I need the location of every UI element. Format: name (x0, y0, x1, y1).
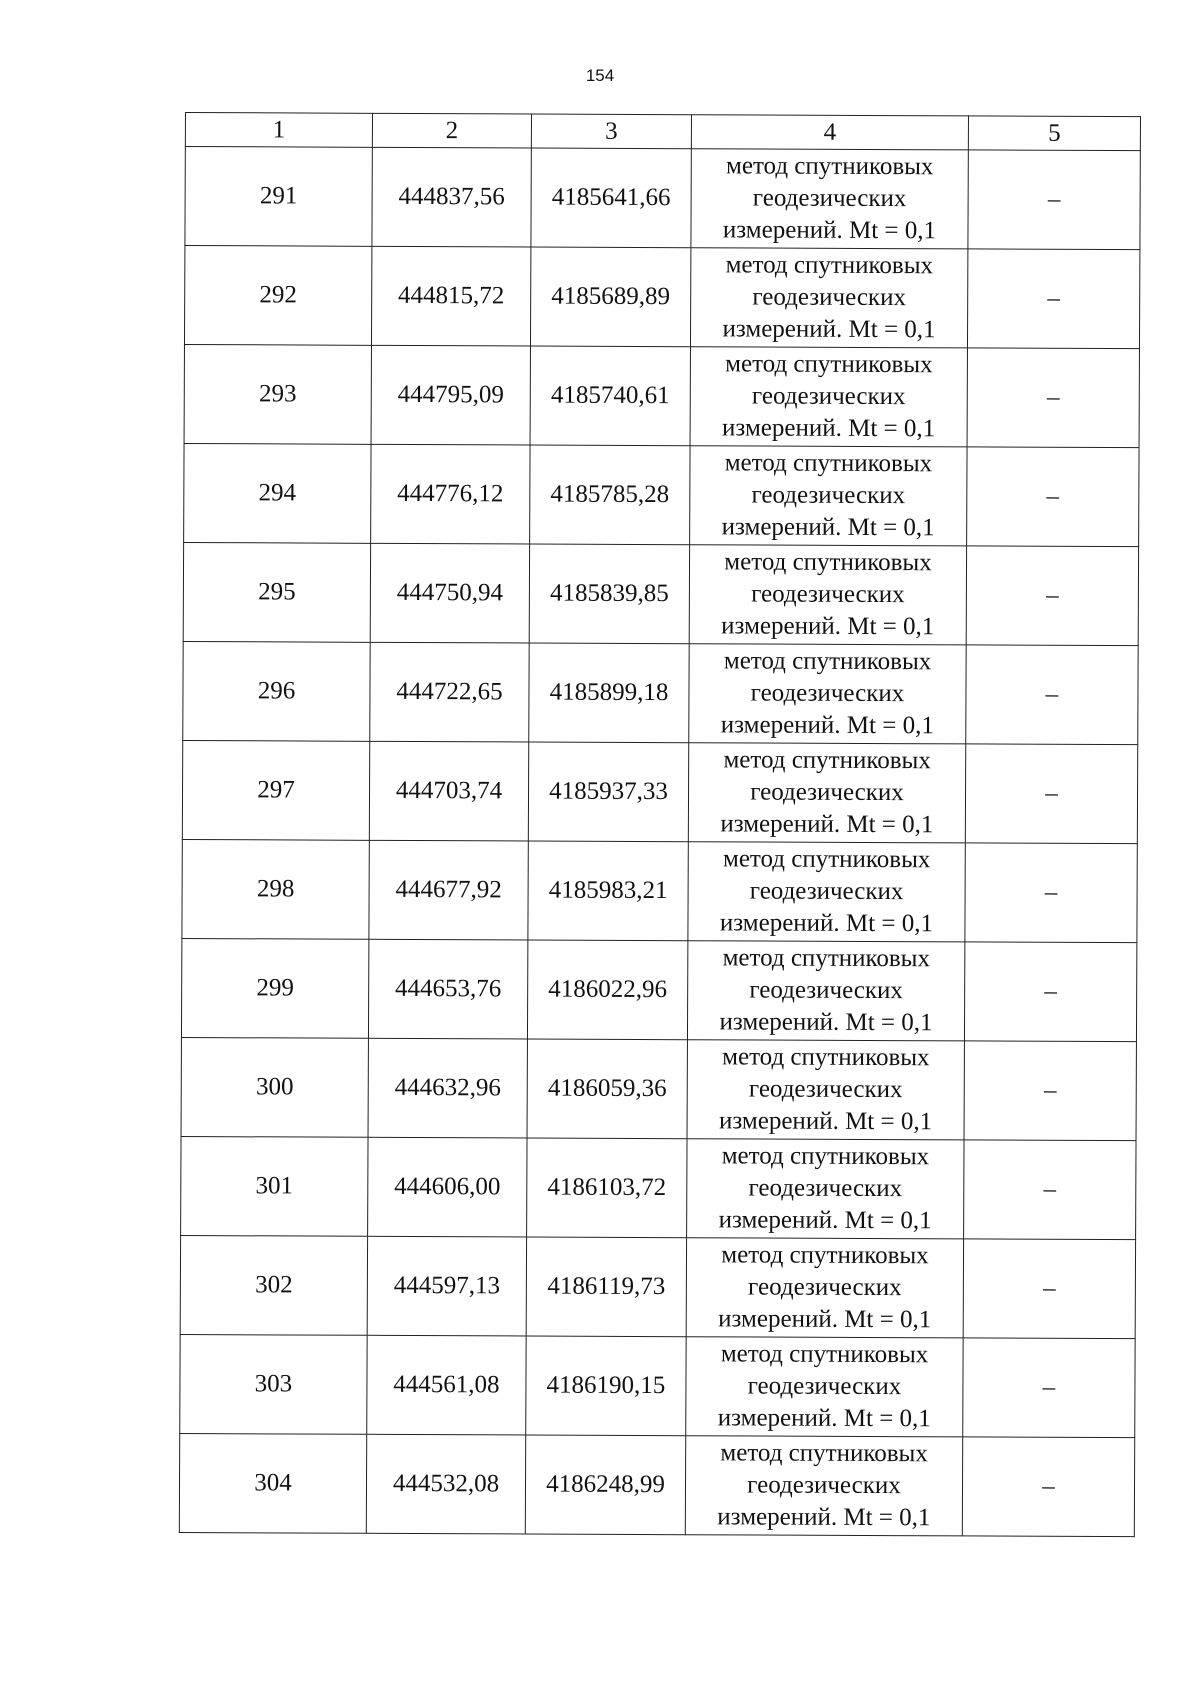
note-cell: – (967, 447, 1139, 547)
table-body (179, 147, 1140, 1537)
x-coordinate-cell: 444653,76 (368, 939, 527, 1039)
table-row (184, 443, 1139, 546)
point-number-cell: 303 (180, 1334, 367, 1434)
point-number-cell: 291 (185, 147, 372, 247)
note-cell: – (964, 1140, 1136, 1240)
y-coordinate-cell: 4186103,72 (527, 1138, 687, 1238)
method-cell: метод спутниковых геодезических измерений. Mt = 0,1 (689, 644, 966, 744)
table-row (183, 542, 1138, 645)
method-cell: метод спутниковых геодезических измерений. Mt = 0,1 (685, 1436, 962, 1536)
method-cell: метод спутниковых геодезических измерений. Mt = 0,1 (689, 545, 966, 645)
table-row (185, 147, 1140, 250)
note-cell: – (967, 348, 1139, 448)
header-col-4: 4 (691, 115, 968, 150)
x-coordinate-cell: 444750,94 (370, 543, 529, 643)
y-coordinate-cell: 4185785,28 (530, 445, 690, 545)
table-row (182, 839, 1137, 942)
point-number-cell: 292 (184, 246, 371, 346)
point-number-cell: 295 (183, 542, 370, 642)
x-coordinate-cell: 444561,08 (367, 1335, 526, 1435)
x-coordinate-cell: 444815,72 (371, 246, 530, 346)
y-coordinate-cell: 4185689,89 (530, 247, 690, 347)
y-coordinate-cell: 4185641,66 (531, 148, 691, 248)
note-cell: – (963, 1338, 1135, 1438)
method-cell: метод спутниковых геодезических измерений. Mt = 0,1 (691, 149, 968, 249)
note-cell: – (966, 645, 1138, 745)
y-coordinate-cell: 4185740,61 (530, 346, 690, 446)
y-coordinate-cell: 4186190,15 (526, 1336, 686, 1436)
note-cell: – (968, 150, 1140, 250)
method-cell: метод спутниковых геодезических измерений. Mt = 0,1 (688, 743, 965, 843)
x-coordinate-cell: 444722,65 (370, 642, 529, 742)
y-coordinate-cell: 4186119,73 (526, 1237, 686, 1337)
header-col-5: 5 (968, 116, 1140, 151)
x-coordinate-cell: 444532,08 (366, 1434, 525, 1534)
point-number-cell: 293 (184, 344, 371, 444)
x-coordinate-cell: 444795,09 (371, 345, 530, 445)
header-col-3: 3 (531, 114, 691, 149)
point-number-cell: 299 (181, 938, 368, 1038)
table-row (179, 1433, 1134, 1536)
header-col-1: 1 (185, 113, 372, 148)
point-number-cell: 302 (180, 1235, 367, 1335)
note-cell: – (966, 546, 1138, 646)
x-coordinate-cell: 444776,12 (371, 444, 530, 544)
table-row (180, 1334, 1135, 1437)
point-number-cell: 300 (181, 1037, 368, 1137)
method-cell: метод спутниковых геодезических измерений. Mt = 0,1 (687, 1139, 964, 1239)
method-cell: метод спутниковых геодезических измерений. Mt = 0,1 (687, 1040, 964, 1140)
note-cell: – (964, 1041, 1136, 1141)
note-cell: – (962, 1437, 1134, 1537)
point-number-cell: 301 (181, 1136, 368, 1236)
table-row (184, 344, 1139, 447)
method-cell: метод спутниковых геодезических измерений. Mt = 0,1 (688, 842, 965, 942)
point-number-cell: 297 (182, 740, 369, 840)
note-cell: – (964, 942, 1136, 1042)
method-cell: метод спутниковых геодезических измерений. Mt = 0,1 (686, 1238, 963, 1338)
table-row (181, 1136, 1136, 1239)
x-coordinate-cell: 444677,92 (369, 840, 528, 940)
table-row (184, 246, 1139, 349)
y-coordinate-cell: 4186248,99 (525, 1435, 685, 1535)
table-row (181, 938, 1136, 1041)
note-cell: – (963, 1239, 1135, 1339)
point-number-cell: 294 (184, 443, 371, 543)
x-coordinate-cell: 444632,96 (368, 1038, 527, 1138)
page-number: 154 (585, 66, 615, 85)
table-row (182, 740, 1137, 843)
y-coordinate-cell: 4185899,18 (529, 643, 689, 743)
note-cell: – (965, 744, 1137, 844)
x-coordinate-cell: 444597,13 (367, 1236, 526, 1336)
table-header (185, 113, 1140, 151)
note-cell: – (967, 249, 1139, 349)
x-coordinate-cell: 444703,74 (369, 741, 528, 841)
y-coordinate-cell: 4185937,33 (528, 742, 688, 842)
point-number-cell: 296 (183, 641, 370, 741)
table-row (181, 1037, 1136, 1140)
method-cell: метод спутниковых геодезических измерений. Mt = 0,1 (690, 347, 967, 447)
y-coordinate-cell: 4185983,21 (528, 841, 688, 941)
y-coordinate-cell: 4186022,96 (527, 940, 687, 1040)
method-cell: метод спутниковых геодезических измерений. Mt = 0,1 (687, 941, 964, 1041)
table-row (180, 1235, 1135, 1338)
note-cell: – (965, 843, 1137, 943)
point-number-cell: 304 (179, 1433, 366, 1533)
y-coordinate-cell: 4186059,36 (527, 1039, 687, 1139)
table-row (183, 641, 1138, 744)
header-col-2: 2 (372, 113, 531, 148)
point-number-cell: 298 (182, 839, 369, 939)
method-cell: метод спутниковых геодезических измерений. Mt = 0,1 (690, 446, 967, 546)
x-coordinate-cell: 444837,56 (372, 147, 531, 247)
method-cell: метод спутниковых геодезических измерений. Mt = 0,1 (686, 1337, 963, 1437)
x-coordinate-cell: 444606,00 (368, 1137, 527, 1237)
header-row (185, 113, 1140, 151)
y-coordinate-cell: 4185839,85 (529, 544, 689, 644)
coordinates-table (179, 112, 1141, 1537)
method-cell: метод спутниковых геодезических измерений. Mt = 0,1 (690, 248, 967, 348)
